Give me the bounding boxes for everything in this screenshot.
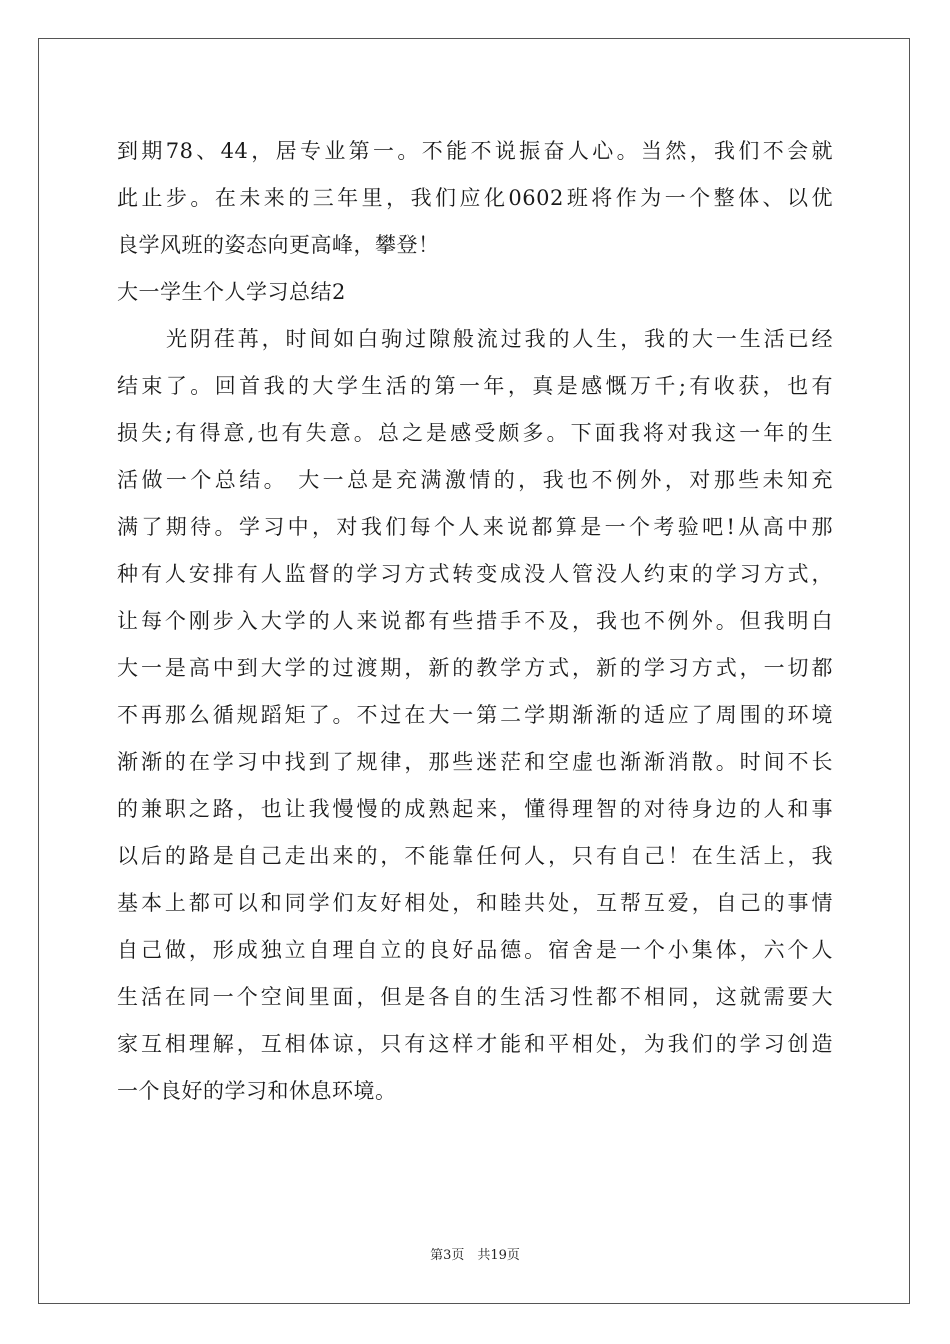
text-line: 到期78、44，居专业第一。不能不说振奋人心。当然，我们不会就 bbox=[117, 139, 833, 163]
text-line: 大一是高中到大学的过渡期，新的教学方式，新的学习方式，一切都 bbox=[117, 656, 833, 680]
paragraph-2 bbox=[117, 316, 833, 1115]
text-line: 满了期待。学习中，对我们每个人来说都算是一个考验吧!从高中那 bbox=[117, 515, 833, 539]
text-line: 一个良好的学习和休息环境。 bbox=[117, 1079, 397, 1103]
text-line: 种有人安排有人监督的学习方式转变成没人管没人约束的学习方式， bbox=[117, 562, 833, 586]
text-line: 渐渐的在学习中找到了规律，那些迷茫和空虚也渐渐消散。时间不长 bbox=[117, 750, 833, 774]
document-body bbox=[117, 128, 833, 1115]
text-line: 活做一个总结。 大一总是充满激情的，我也不例外，对那些未知充 bbox=[117, 468, 833, 492]
text-line: 基本上都可以和同学们友好相处，和睦共处，互帮互爱，自己的事情 bbox=[117, 891, 833, 915]
text-line: 光阴荏苒，时间如白驹过隙般流过我的人生，我的大一生活已经 bbox=[166, 327, 833, 351]
page-number-footer: 第3页 共19页 bbox=[430, 1248, 520, 1263]
text-line: 良学风班的姿态向更高峰，攀登！ bbox=[117, 233, 440, 257]
text-line: 生活在同一个空间里面，但是各自的生活习性都不相同，这就需要大 bbox=[117, 985, 833, 1009]
paragraph-1 bbox=[117, 128, 833, 269]
text-line: 自己做，形成独立自理自立的良好品德。宿舍是一个小集体，六个人 bbox=[117, 938, 833, 962]
text-line: 让每个刚步入大学的人来说都有些措手不及，我也不例外。但我明白 bbox=[117, 609, 833, 633]
section-heading: 大一学生个人学习总结2 bbox=[117, 280, 346, 304]
text-line: 损失;有得意,也有失意。总之是感受颇多。下面我将对我这一年的生 bbox=[117, 421, 833, 445]
text-line: 的兼职之路，也让我慢慢的成熟起来，懂得理智的对待身边的人和事 bbox=[117, 797, 833, 821]
text-line: 不再那么循规蹈矩了。不过在大一第二学期渐渐的适应了周围的环境 bbox=[117, 703, 833, 727]
text-line: 此止步。在未来的三年里，我们应化0602班将作为一个整体、以优 bbox=[117, 186, 833, 210]
text-line: 家互相理解，互相体谅，只有这样才能和平相处，为我们的学习创造 bbox=[117, 1032, 833, 1056]
text-line: 结束了。回首我的大学生活的第一年，真是感慨万千;有收获，也有 bbox=[117, 374, 833, 398]
text-line: 以后的路是自己走出来的，不能靠任何人，只有自己！在生活上，我 bbox=[117, 844, 833, 868]
